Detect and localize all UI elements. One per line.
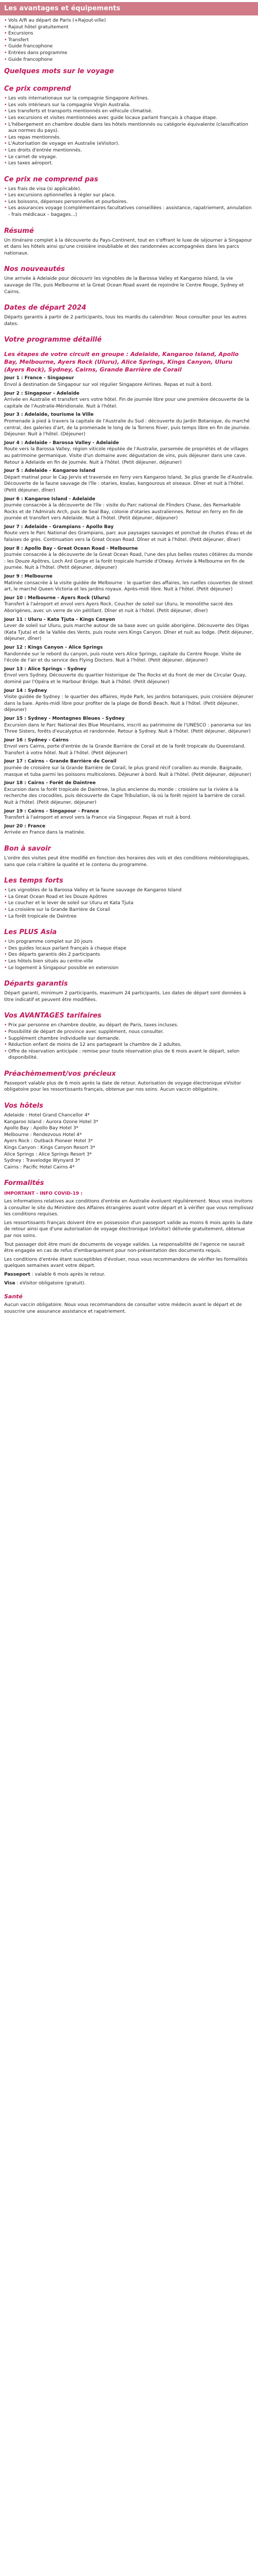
plus-item: • Un programme complet sur 20 jours bbox=[4, 939, 254, 945]
visa-label: Visa bbox=[4, 1280, 15, 1286]
day-title: Jour 17 : Cairns - Grande Barrière de Corail bbox=[4, 759, 117, 765]
highlight-item: • La croisière sur la Grande Barrière de Corail bbox=[4, 907, 254, 913]
highlight-item: • Le coucher et le lever de soleil sur Uluru et Kata Tjuta bbox=[4, 900, 254, 907]
day-title: Jour 9 : Melbourne bbox=[4, 574, 53, 580]
advantage-item: • Vols A/R au départ de Paris (+Rajout-ville) bbox=[4, 18, 254, 24]
day-title: Jour 20 : France bbox=[4, 823, 45, 829]
includes-title: Ce prix comprend bbox=[4, 85, 71, 93]
advantages-title: Les avantages et équipements bbox=[4, 5, 121, 12]
day-title: Jour 5 : Adelaide - Kangaroo Island bbox=[4, 468, 95, 474]
precautions-text: Passeport valable plus de 6 mois après la date de retour. Autorisation de voyage électronique eVisitor obligatoire pour les ressortissants français, obtenue par nos soins. Aucun vaccin obligatoire. bbox=[4, 1080, 241, 1093]
good-to-know-text: L'ordre des visites peut être modifié en fonction des horaires des vols et des conditions météorologiques, sans que cela n'altère la qualité et le contenu du programme. bbox=[4, 856, 250, 868]
includes-item: • Les droits d'entrée mentionnés. bbox=[4, 147, 254, 154]
plus-item: • Les hôtels bien situés au centre-ville bbox=[4, 958, 254, 965]
plus-item: • Des guides locaux parlant français à chaque étape bbox=[4, 945, 254, 952]
day-title: Jour 6 : Kangaroo Island - Adelaide bbox=[4, 496, 95, 502]
advantage-item: • Excursions bbox=[4, 30, 254, 37]
includes-item: • Les transferts et transports mentionnés en véhicule climatisé. bbox=[4, 108, 254, 115]
formalities-paragraph: Tout passager doit être muni de documents de voyage valides. La responsabilité de l'agence ne saurait être engagée en cas de refus d'embarquement pour non-présentation des documents requis. bbox=[4, 1242, 245, 1254]
pluses-list bbox=[4, 939, 254, 971]
good-to-know-title: Bon à savoir bbox=[4, 845, 51, 853]
day-title: Jour 15 : Sydney - Montagnes Bleues - Sydney bbox=[4, 716, 125, 721]
highlight-item: • La forêt tropicale de Daintree bbox=[4, 913, 254, 920]
advantage-item: • Rajout hôtel gratuitement bbox=[4, 24, 254, 31]
hotel-line: Cairns : Pacific Hotel Cairns 4* bbox=[4, 1164, 75, 1170]
day-text: Matinée consacrée à la visite guidée de Melbourne : le quartier des affaires, les ruelles couvertes de street art, le marché Queen Victoria et les jardins royaux. Après-midi libre. Nuit à l'hôtel. (Petit déjeuner) bbox=[4, 580, 253, 592]
dates-text: Départs garantis à partir de 2 participants, tous les mardis du calendrier. Nous consulter pour les autres dates. bbox=[4, 315, 247, 327]
passport-label: Passeport bbox=[4, 1272, 30, 1277]
hotels-title: Vos hôtels bbox=[4, 1102, 43, 1110]
hotel-line: Melbourne : Rendezvous Hotel 4* bbox=[4, 1132, 82, 1138]
day-title: Jour 18 : Cairns - Forêt de Daintree bbox=[4, 781, 96, 786]
passport-line: Passeport : valable 6 mois après le retour. bbox=[4, 1272, 106, 1277]
day-title: Jour 12 : Kings Canyon - Alice Springs bbox=[4, 645, 103, 650]
day-title: Jour 19 : Cairns - Singapour - France bbox=[4, 808, 99, 814]
day-title: Jour 1 : France - Singapour bbox=[4, 376, 74, 381]
day-block bbox=[4, 391, 254, 410]
tariff-advantages-title: Vos AVANTAGES tarifaires bbox=[4, 1012, 102, 1020]
advantages-list bbox=[4, 18, 254, 63]
day-text: Journée de croisière sur la Grande Barrière de Corail, le plus grand récif corallien au monde. Baignade, masque et tuba parmi les poissons multicolores. Déjeuner à bord. Nuit à l'hôtel. (Petit déjeuner, déjeuner) bbox=[4, 766, 251, 777]
plus-item: • Le logement à Singapour possible en extension bbox=[4, 965, 254, 972]
includes-item: • Les vols intérieurs sur la compagnie Virgin Australia. bbox=[4, 102, 254, 109]
day-text: Envol à destination de Singapour sur vol régulier Singapore Airlines. Repas et nuit à bord. bbox=[4, 382, 213, 387]
day-text: Excursion dans le Parc National des Blue Mountains, inscrit au patrimoine de l'UNESCO : panorama sur les Three Sisters, forêts d'eucalyptus et randonnée. Retour à Sydney. Nuit à l'hôtel. (Petit déjeuner, déjeuner) bbox=[4, 722, 251, 735]
formalities-title: Formalités bbox=[4, 1179, 44, 1188]
hotel-line: Sydney : Travelodge Wynyard 3* bbox=[4, 1158, 80, 1164]
day-block bbox=[4, 468, 254, 494]
dates-title: Dates de départ 2024 bbox=[4, 304, 87, 312]
includes-item: • L'hébergement en chambre double dans les hôtels mentionnés ou catégorie équivalente (classification aux normes du pays). bbox=[4, 122, 254, 134]
day-block bbox=[4, 780, 254, 806]
advantages-header-bar bbox=[0, 2, 258, 15]
precautions-title: Préachèmement/vos précieux bbox=[4, 1070, 116, 1078]
passport-text: valable 6 mois après le retour. bbox=[35, 1272, 106, 1277]
day-text: Route vers la Barossa Valley, région viticole réputée de l'Australie, parsemée de propriétés et de villages au patrimoine germanique. Visite d'un domaine avec dégustation de vins, puis déjeuner dans une cave. Retour à Adelaide en fin de journée. Nuit à l'hôtel. (Petit déjeuner, déjeuner) bbox=[4, 447, 249, 465]
page bbox=[0, 2, 258, 1320]
hotel-line: Kings Canyon : Kings Canyon Resort 3* bbox=[4, 1145, 95, 1151]
summary-title: Résumé bbox=[4, 227, 34, 235]
hotel-line: Alice Springs : Alice Springs Resort 3* bbox=[4, 1151, 92, 1157]
highlights-title: Les temps forts bbox=[4, 877, 63, 885]
day-text: Visite guidée de Sydney : le quartier des affaires, Hyde Park, les jardins botaniques, puis croisière déjeuner dans la baie. Après-midi libre pour profiter de la plage de Bondi Beach. Nuit à l'hôtel. (Petit déjeuner, déjeuner) bbox=[4, 694, 254, 713]
includes-item: • Les taxes aéroport. bbox=[4, 160, 254, 167]
day-title: Jour 13 : Alice Springs - Sydney bbox=[4, 666, 87, 672]
day-text: Lever de soleil sur Uluru, puis marche autour de sa base avec un guide aborigène. Découverte des Olgas (Kata Tjuta) et de la Vallée des Vents, puis route vers Kings Canyon. Dîner et nuit au lodge. (Petit déjeuner, déjeuner, dîner) bbox=[4, 623, 254, 642]
highlights-list bbox=[4, 887, 254, 920]
day-block bbox=[4, 737, 254, 757]
day-title: Jour 2 : Singapour - Adelaide bbox=[4, 391, 79, 396]
tariff-advantages-list bbox=[4, 1022, 254, 1061]
hotel-line: Ayers Rock : Outback Pioneer Hotel 3* bbox=[4, 1139, 93, 1144]
highlight-item: • Les vignobles de la Barossa Valley et la faune sauvage de Kangaroo Island bbox=[4, 887, 254, 894]
tariff-item: • Supplément chambre individuelle sur demande. bbox=[4, 1036, 254, 1042]
itinerary bbox=[4, 375, 254, 836]
day-text: Départ matinal pour le Cap Jervis et traversée en ferry vers Kangaroo Island, 3e plus grande île d'Australie. Découverte de la faune sauvage de l'île : otaries, koalas, kangourous et oiseaux. Dîner et nuit à l'hôtel. (Petit déjeuner, dîner) bbox=[4, 474, 254, 493]
day-block bbox=[4, 496, 254, 522]
programme-subtitle: Les étapes de votre circuit en groupe : Adelaide, Kangaroo Island, Apollo Bay, Melbourne, Ayers Rock (Uluru), Alice Springs, Kings Canyon, Uluru (Ayers Rock), Sydney, Cairns, Grande Barrière de Corail bbox=[4, 351, 239, 374]
day-block bbox=[4, 573, 254, 593]
day-text: Journée consacrée à la découverte de l'île : visite du Parc national de Flinders Chase, des Remarkable Rocks et de l'Admirals Arch, puis de Seal Bay, colonie d'otaries australiennes. Retour en ferry en fin de journée et transfert vers Adelaide. Nuit à l'hôtel. (Petit déjeuner, déjeuner) bbox=[4, 503, 243, 521]
day-block bbox=[4, 688, 254, 714]
day-text: Envol vers Sydney. Découverte du quartier historique de The Rocks et du front de mer de Circular Quay, dominé par l'Opéra et le Harbour Bridge. Nuit à l'hôtel. (Petit déjeuner) bbox=[4, 673, 247, 685]
hotel-line: Apollo Bay : Apollo Bay Hotel 3* bbox=[4, 1126, 79, 1131]
day-text: Envol vers Cairns, porte d'entrée de la Grande Barrière de Corail et de la forêt tropicale du Queensland. Transfert à votre hôtel. Nuit à l'hôtel. (Petit déjeuner) bbox=[4, 744, 246, 756]
health-title: Santé bbox=[4, 1293, 23, 1300]
day-text: Transfert à l'aéroport et envol vers la France via Singapour. Repas et nuit à bord. bbox=[4, 815, 192, 821]
day-text: Route vers le Parc National des Grampians, parc aux paysages sauvages et ponctué de chutes d'eau et de falaises de grès. Continuation vers la Great Ocean Road. Dîner et nuit à l'hôtel. (Petit déjeuner, dîner) bbox=[4, 531, 252, 543]
includes-item: • Les repas mentionnés. bbox=[4, 134, 254, 141]
visa-text: eVisitor obligatoire (gratuit). bbox=[20, 1280, 86, 1286]
day-block bbox=[4, 440, 254, 466]
day-text: Journée consacrée à la découverte de la Great Ocean Road, l'une des plus belles routes côtières du monde : les Douze Apôtres, Loch Ard Gorge et la forêt tropicale humide d'Otway. Arrivée à Melbourne en fin de journée. Nuit à l'hôtel. (Petit déjeuner, déjeuner) bbox=[4, 552, 253, 571]
day-block bbox=[4, 595, 254, 615]
news-title: Nos nouveautés bbox=[4, 265, 65, 274]
day-block bbox=[4, 375, 254, 388]
day-block bbox=[4, 524, 254, 544]
day-block bbox=[4, 823, 254, 836]
summary-text: Un itinéraire complet à la découverte du Pays-Continent, tout en s'offrant le luxe de séjourner à Singapour et dans les hôtels ainsi qu'une croisière inoubliable et des randonnées accompagnées dans les parcs nationaux. bbox=[4, 238, 252, 256]
hotel-line: Kangaroo Island : Aurora Ozone Hotel 3* bbox=[4, 1119, 99, 1125]
day-text: Excursion dans la forêt tropicale de Daintree, la plus ancienne du monde : croisière sur la rivière à la recherche des crocodiles, puis découverte de Cape Tribulation, là où la forêt rejoint la barrière de corail. Nuit à l'hôtel. (Petit déjeuner, déjeuner) bbox=[4, 787, 246, 806]
excludes-item: • Les excursions optionnelles à régler sur place. bbox=[4, 192, 254, 199]
highlight-item: • La Great Ocean Road et les Douze Apôtres bbox=[4, 894, 254, 901]
day-block bbox=[4, 716, 254, 735]
quick-words-title: Quelques mots sur le voyage bbox=[4, 67, 114, 76]
excludes-item: • Les frais de visa (si applicable). bbox=[4, 186, 254, 193]
tariff-item: • Réduction enfant de moins de 12 ans partageant la chambre de 2 adultes. bbox=[4, 1042, 254, 1048]
formalities-paragraph: Les conditions d'entrée étant susceptibles d'évoluer, nous vous recommandons de vérifier les formalités quelques semaines avant votre départ. bbox=[4, 1257, 248, 1269]
health-text: Aucun vaccin obligatoire. Nous vous recommandons de consulter votre médecin avant le départ et de souscrire une assurance assistance et rapatriement. bbox=[4, 1302, 242, 1314]
excludes-title: Ce prix ne comprend pas bbox=[4, 175, 99, 183]
day-text: Arrivée en Australie et transfert vers votre hôtel. Fin de journée libre pour une première découverte de la capitale de l'Australie-Méridionale. Nuit à l'hôtel. bbox=[4, 397, 249, 409]
advantage-item: • Transfert bbox=[4, 37, 254, 44]
formalities-paragraph: Les ressortissants français doivent être en possession d'un passeport valide au moins 6 mois après la date de retour ainsi que d'une autorisation de voyage électronique (eVisitor) délivrée gratuitement, obtenue par nos soins. bbox=[4, 1220, 253, 1239]
includes-list bbox=[4, 95, 254, 167]
plus-item: • Des départs garantis dès 2 participants bbox=[4, 952, 254, 958]
day-block bbox=[4, 645, 254, 664]
day-title: Jour 10 : Melbourne - Ayers Rock (Uluru) bbox=[4, 595, 110, 601]
advantage-item: • Guide francophone bbox=[4, 43, 254, 50]
news-text: Une arrivée à Adelaide pour découvrir les vignobles de la Barossa Valley et Kangaroo Island, la vie sauvage de l'île, puis Melbourne et la Great Ocean Road avant de rejoindre le Centre Rouge, Sydney et Cairns. bbox=[4, 276, 244, 295]
day-block bbox=[4, 617, 254, 642]
includes-item: • L'Autorisation de voyage en Australie (eVisitor). bbox=[4, 141, 254, 147]
day-title: Jour 7 : Adelaide - Grampians - Apollo Bay bbox=[4, 524, 114, 530]
tariff-item: • Possibilité de départ de province avec supplément, nous consulter. bbox=[4, 1029, 254, 1036]
day-text: Randonnée sur le rebord du canyon, puis route vers Alice Springs, capitale du Centre Rouge. Visite de l'école de l'air et du service des Flying Doctors. Nuit à l'hôtel. (Petit déjeuner, déjeuner) bbox=[4, 651, 241, 664]
programme-title: Votre programme détaillé bbox=[4, 336, 102, 344]
day-text: Arrivée en France dans la matinée. bbox=[4, 830, 86, 836]
day-block bbox=[4, 546, 254, 571]
pluses-title: Les PLUS Asia bbox=[4, 928, 57, 937]
hotel-line: Adelaide : Hotel Grand Chancellor 4* bbox=[4, 1113, 90, 1118]
guaranteed-title: Départs garantis bbox=[4, 980, 68, 988]
includes-item: • Les vols internationaux sur la compagnie Singapore Airlines. bbox=[4, 95, 254, 102]
excludes-list bbox=[4, 186, 254, 218]
excludes-item: • Les assurances voyage (complémentaires facultatives conseillées : assistance, rapatriement, annulation - frais médicaux – bagages...) bbox=[4, 205, 254, 218]
hotels-list bbox=[4, 1112, 254, 1171]
covid-notice-heading: IMPORTANT - INFO COVID-19 : bbox=[4, 1191, 83, 1197]
day-title: Jour 8 : Apollo Bay - Great Ocean Road - Melbourne bbox=[4, 546, 138, 551]
includes-item: • Les excursions et visites mentionnées avec guide locaux parlant français à chaque étape. bbox=[4, 115, 254, 122]
tariff-item: • Prix par personne en chambre double, au départ de Paris, taxes incluses. bbox=[4, 1022, 254, 1029]
advantage-item: • Entrées dans programme bbox=[4, 50, 254, 57]
day-block bbox=[4, 666, 254, 686]
day-title: Jour 11 : Uluru - Kata Tjuta - Kings Canyon bbox=[4, 617, 116, 622]
guaranteed-text: Départ garanti, minimum 2 participants, maximum 24 participants. Les dates de départ sont données à titre indicatif et peuvent être modifiées. bbox=[4, 991, 246, 1003]
main-content bbox=[0, 18, 258, 1320]
excludes-item: • Les boissons, dépenses personnelles et pourboires. bbox=[4, 199, 254, 206]
formalities-paragraph: Les informations relatives aux conditions d'entrée en Australie évoluent régulièrement. Nous vous invitons à consulter le site du Ministère des Affaires étrangères avant votre départ et à vérifier que vous remplissez les conditions requises. bbox=[4, 1199, 254, 1217]
tariff-item: • Offre de réservation anticipée : remise pour toute réservation plus de 6 mois avant le départ, selon disponibilité. bbox=[4, 1048, 254, 1061]
day-block bbox=[4, 412, 254, 437]
day-text: Promenade à pied à travers la capitale de l'Australie du Sud : découverte du Jardin Botanique, du marché central, des galeries d'art, de la promenade le long de la Torrens River, puis temps libre en fin de journée. Déjeuner. Nuit à l'hôtel. (Déjeuner) bbox=[4, 418, 251, 437]
day-title: Jour 4 : Adelaide - Barossa Valley - Adelaide bbox=[4, 440, 119, 446]
day-text: Transfert à l'aéroport et envol vers Ayers Rock. Coucher de soleil sur Uluru, le monolithe sacré des Aborigènes, avec un verre de vin pétillant. Dîner et nuit à l'hôtel. (Petit déjeuner, dîner) bbox=[4, 602, 233, 614]
visa-line: Visa : eVisitor obligatoire (gratuit). bbox=[4, 1280, 86, 1286]
day-title: Jour 3 : Adelaide, tourisme la Ville bbox=[4, 412, 94, 418]
day-title: Jour 14 : Sydney bbox=[4, 688, 47, 693]
day-title: Jour 16 : Sydney - Cairns bbox=[4, 737, 69, 743]
day-block bbox=[4, 808, 254, 821]
advantage-item: • Guide francophone bbox=[4, 57, 254, 63]
includes-item: • Le carnet de voyage. bbox=[4, 154, 254, 161]
day-block bbox=[4, 758, 254, 778]
